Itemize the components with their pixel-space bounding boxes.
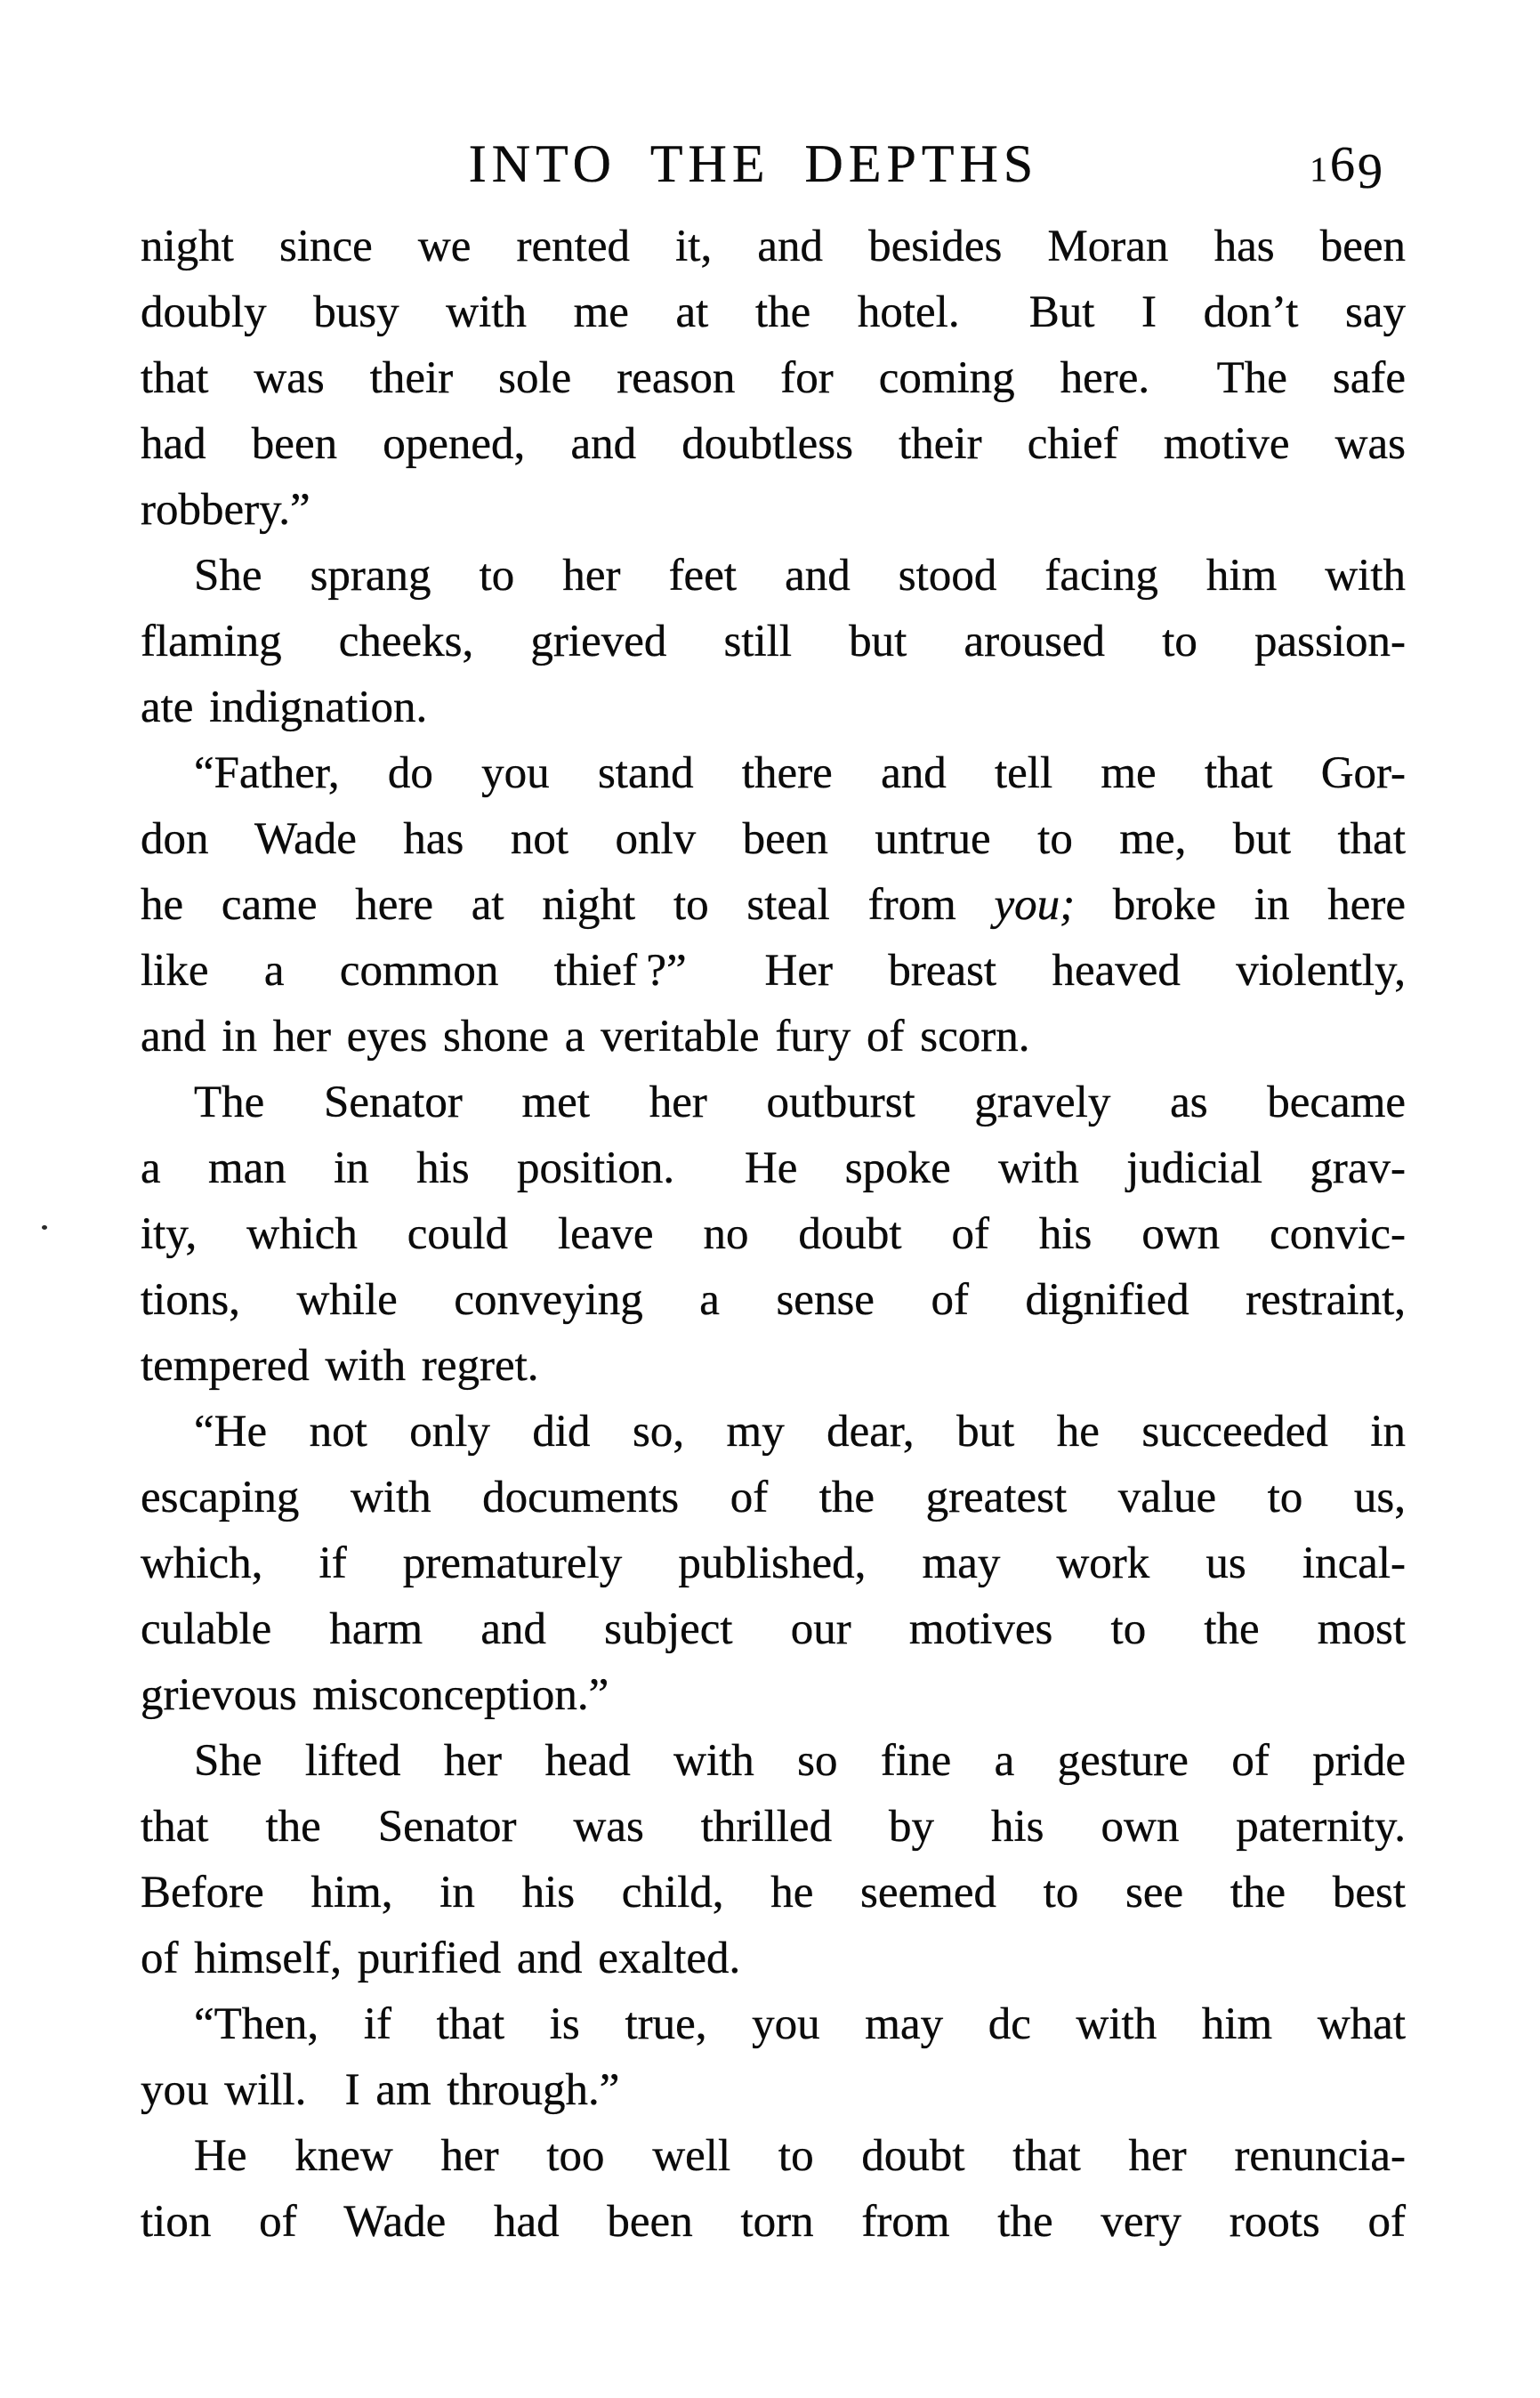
text-segment: flaming cheeks, grieved still but aroused to passion- (141, 617, 1406, 666)
text-segment: he came here at night to steal from (141, 880, 995, 930)
page-number-digit: 6 (1330, 137, 1358, 192)
text-segment: robbery.” (141, 485, 310, 535)
text-segment: of himself, purified and exalted. (141, 1934, 741, 1983)
text-line (141, 872, 1406, 938)
scan-speck-artifact (42, 1225, 47, 1230)
text-line (141, 740, 1406, 806)
text-segment: He knew her too well to doubt that her renuncia- (194, 2131, 1406, 2181)
text-line (141, 1004, 1406, 1070)
italic-text: you; (994, 880, 1076, 930)
text-segment: like a common thief ?” Her breast heaved violently, (141, 946, 1406, 996)
text-segment: She sprang to her feet and stood facing him with (194, 551, 1406, 601)
text-segment: that was their sole reason for coming here. The safe (141, 353, 1406, 403)
text-segment: doubly busy with me at the hotel. But I don’t say (141, 287, 1406, 337)
page-number (1310, 136, 1385, 199)
text-line (141, 1728, 1406, 1794)
text-line (141, 1860, 1406, 1926)
text-segment: and in her eyes shone a veritable fury of scorn. (141, 1012, 1030, 1062)
text-segment: tions, while conveying a sense of dignified restraint, (141, 1275, 1406, 1325)
text-line (141, 279, 1406, 345)
text-segment: “Then, if that is true, you may dc with him what (194, 1999, 1406, 2049)
text-line (141, 411, 1406, 477)
text-segment: She lifted her head with so fine a gesture of pride (194, 1736, 1406, 1786)
text-line (141, 2123, 1406, 2189)
page-title: INTO THE DEPTHS (468, 134, 1039, 193)
text-line (141, 1201, 1406, 1267)
text-line (141, 1135, 1406, 1201)
text-line (141, 543, 1406, 609)
text-line (141, 1596, 1406, 1662)
text-line (141, 609, 1406, 674)
text-segment: grievous misconception.” (141, 1670, 609, 1720)
text-line (141, 1267, 1406, 1333)
text-line (141, 1465, 1406, 1530)
text-segment: had been opened, and doubtless their chief motive was (141, 419, 1406, 469)
text-segment: culable harm and subject our motives to the most (141, 1604, 1406, 1654)
text-line (141, 1333, 1406, 1399)
page-number-digit: 1 (1310, 150, 1330, 189)
text-line (141, 2057, 1406, 2123)
text-line (141, 2189, 1406, 2255)
text-segment: that the Senator was thrilled by his own paternity. (141, 1802, 1406, 1852)
text-line (141, 1070, 1406, 1135)
text-segment: night since we rented it, and besides Moran has been (141, 222, 1406, 271)
text-line (141, 1662, 1406, 1728)
text-segment: don Wade has not onlv been untrue to me, but that (141, 814, 1406, 864)
page-number-digit: 9 (1358, 143, 1385, 199)
text-line (141, 345, 1406, 411)
text-line (141, 1794, 1406, 1860)
text-segment: broke in here (1075, 880, 1406, 930)
text-segment: tion of Wade had been torn from the very roots of (141, 2197, 1406, 2247)
text-line (141, 674, 1406, 740)
text-line (141, 1926, 1406, 1991)
text-segment: a man in his position. He spoke with judicial grav- (141, 1143, 1406, 1193)
page-header (141, 133, 1406, 205)
text-segment: tempered with regret. (141, 1341, 539, 1391)
text-segment: ity, which could leave no doubt of his own convic- (141, 1209, 1406, 1259)
text-segment: “Father, do you stand there and tell me that Gor- (194, 748, 1406, 798)
text-segment: “He not only did so, my dear, but he succeeded in (194, 1407, 1406, 1457)
text-segment: you will. I am through.” (141, 2065, 620, 2115)
text-segment: which, if prematurely published, may work us incal- (141, 1538, 1406, 1588)
text-line (141, 1399, 1406, 1465)
text-line (141, 1991, 1406, 2057)
text-segment: Before him, in his child, he seemed to see the best (141, 1868, 1406, 1918)
text-segment: The Senator met her outburst gravely as became (194, 1078, 1406, 1127)
body-text (141, 214, 1406, 2255)
text-line (141, 806, 1406, 872)
text-segment: escaping with documents of the greatest value to us, (141, 1473, 1406, 1522)
text-line (141, 214, 1406, 279)
text-line (141, 1530, 1406, 1596)
text-line (141, 477, 1406, 543)
text-segment: ate indignation. (141, 682, 428, 732)
text-line (141, 938, 1406, 1004)
